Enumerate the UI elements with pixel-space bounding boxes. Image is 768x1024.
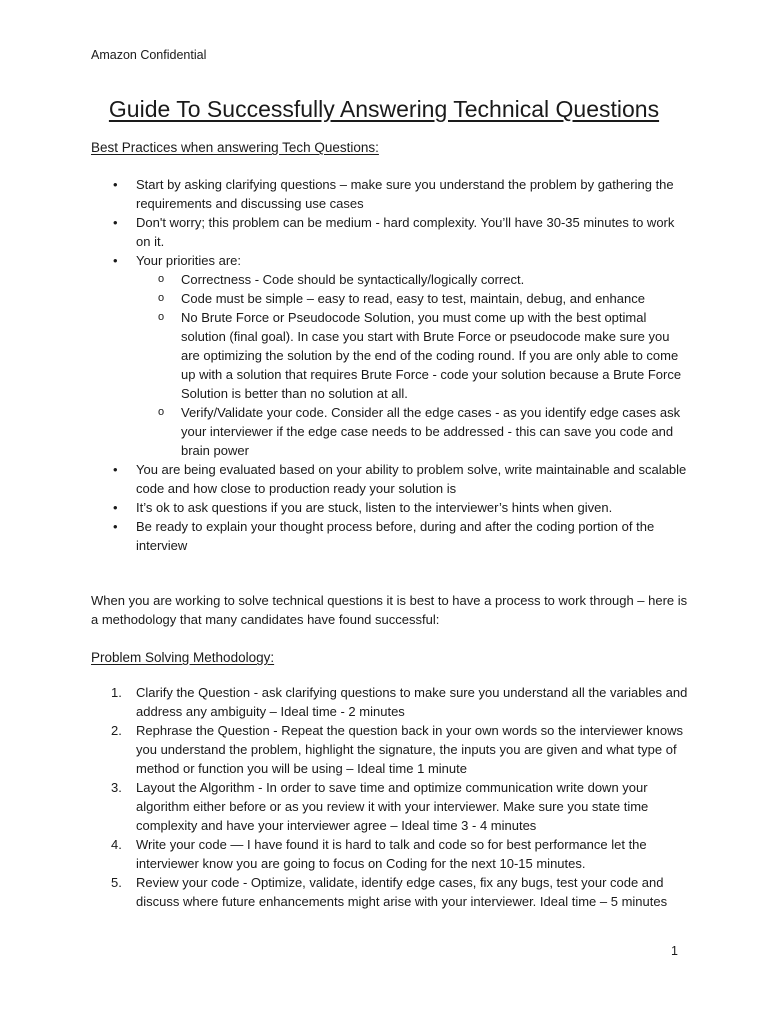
confidential-header: Amazon Confidential — [91, 48, 207, 62]
list-item: o Correctness - Code should be syntactically/logically correct. — [136, 270, 691, 289]
page-number: 1 — [671, 944, 678, 958]
methodology-intro: When you are working to solve technical questions it is best to have a process to work through – here is a methodology that many candidates have found successful: — [91, 593, 688, 627]
list-item: • You are being evaluated based on your ability to problem solve, write maintainable and scalable code and how close to production ready your solution is — [91, 460, 691, 498]
list-item: o No Brute Force or Pseudocode Solution, you must come up with the best optimal solution (final goal). In case you start with Brute Force or pseudocode make sure you are optimizing the solution by the end of the coding round. If you are only able to come up with a solution that requires Brute Force - code your solution because a Brute Force Solution is better than no solution at all. — [136, 308, 691, 403]
priorities-list — [136, 270, 691, 460]
list-item: • Your priorities are: o Correctness - Code should be syntactically/logically correct. o Code must be simple – easy to read, easy to test, maintain, debug, and enhance o No Brute Force or Pseudocode Solution, you must come up with the best optimal solution (final goal). In case you start with Brute Force or pseudocode make sure you are optimizing the solution by the end of the coding round. If you are only able to come up with a solution that requires Brute Force - code your solution because a Brute Force Solution is better than no solution at all. o Verify/Validate your code. Consider all the edge cases - as you identify edge cases ask your interviewer if the edge case needs to be addressed - this can save you code and brain power — [91, 251, 691, 460]
list-item: • Don't worry; this problem can be medium - hard complexity. You’ll have 30-35 minutes to work on it. — [91, 213, 691, 251]
methodology-heading: Problem Solving Methodology: — [91, 650, 275, 665]
list-item: • Start by asking clarifying questions – make sure you understand the problem by gathering the requirements and discussing use cases — [91, 175, 691, 213]
list-item: 4. Write your code — I have found it is hard to talk and code so for best performance let the interviewer know you are going to focus on Coding for the next 10-15 minutes. — [111, 837, 647, 871]
optimal-solution-emphasis: optimal solution (final goal) — [181, 310, 647, 344]
best-practices-heading: Best Practices when answering Tech Questions: — [91, 140, 379, 155]
best-practices-list — [91, 175, 691, 555]
list-item: o Verify/Validate your code. Consider all the edge cases - as you identify edge cases ask your interviewer if the edge case needs to be addressed - this can save you code and brain power — [136, 403, 691, 460]
list-item: 3. Layout the Algorithm - In order to save time and optimize communication write down your algorithm either before or as you review it with your interviewer. Make sure you state time complexity and have your interviewer agree – Ideal time 3 - 4 minutes — [111, 780, 649, 833]
list-item: 2. Rephrase the Question - Repeat the question back in your own words so the interviewer knows you understand the problem, highlight the signature, the inputs you are given and what type of method or function you will be using – Ideal time 1 minute — [111, 723, 684, 776]
methodology-steps — [91, 683, 691, 911]
document-title: Guide To Successfully Answering Technical Questions — [108, 96, 660, 122]
list-item: 5. Review your code - Optimize, validate, identify edge cases, fix any bugs, test your code and discuss where future enhancements might arise with your interviewer. Ideal time – 5 minutes — [111, 875, 668, 909]
list-item: o Code must be simple – easy to read, easy to test, maintain, debug, and enhance — [136, 289, 691, 308]
list-item: • Be ready to explain your thought process before, during and after the coding portion of the interview — [91, 517, 691, 555]
list-item: • It’s ok to ask questions if you are stuck, listen to the interviewer’s hints when given. — [91, 498, 691, 517]
list-item: 1. Clarify the Question - ask clarifying questions to make sure you understand all the variables and address any ambiguity – Ideal time - 2 minutes — [111, 685, 688, 719]
